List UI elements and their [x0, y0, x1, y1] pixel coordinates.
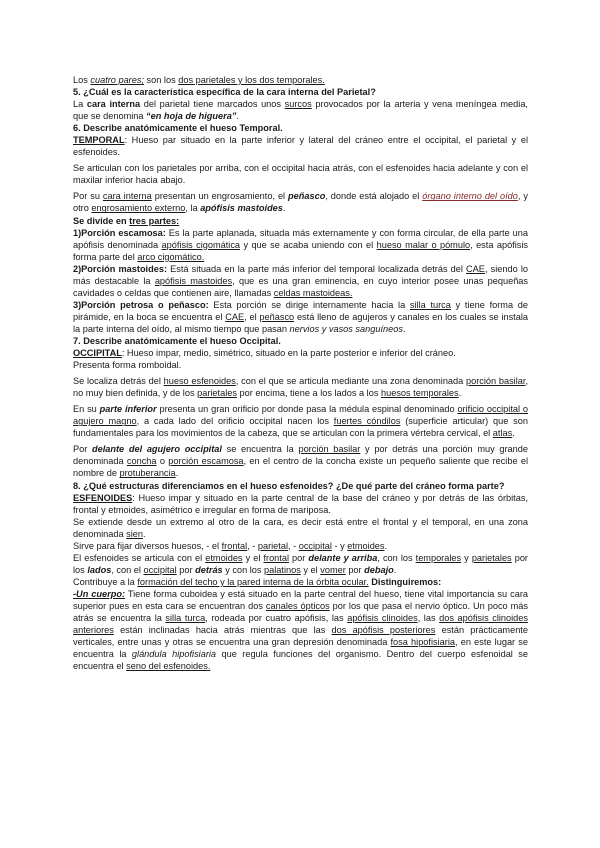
text: , y otro — [73, 191, 528, 214]
question-7: 7. Describe anatómicamente el hueso Occipital. — [73, 335, 281, 346]
text: , - — [247, 540, 258, 551]
text-underlined: fosa hipofisiaria — [390, 637, 455, 648]
temporal-part-1 — [73, 227, 528, 263]
text: . — [142, 528, 146, 539]
text: y con los — [222, 564, 265, 575]
text-underlined: hueso esfenoides — [163, 376, 236, 387]
text: . — [458, 388, 462, 399]
text-bold-italic: debajo — [364, 564, 394, 575]
text-bold-italic: delante del agujero occipital — [92, 444, 222, 455]
text-underlined: cuatro pares; — [90, 75, 144, 85]
text: Se extiende desde un extremo al otro de la cara, es decir está entre el frontal y el temporal, en una zona denominada — [73, 516, 528, 539]
text: o — [156, 456, 169, 467]
text: , donde está alojado el — [325, 191, 423, 202]
text-underlined: apófisis cigomática — [161, 239, 241, 250]
text-underlined: parietal — [257, 540, 288, 551]
text: Esta porción se dirige internamente hacia la — [208, 299, 410, 310]
text-italic: nervios y vasos sanguíneos — [289, 323, 403, 334]
esfenoides-extent — [73, 516, 528, 540]
text-underlined: parietales — [471, 552, 512, 563]
text-bold: 2)Porción mastoides: — [73, 263, 167, 274]
text: , esta apófisis forma parte del — [73, 239, 528, 262]
text: Por su — [73, 191, 103, 202]
term-temporal: TEMPORAL — [73, 135, 125, 146]
text: . — [236, 111, 239, 122]
esfenoides-function — [73, 540, 528, 552]
text: y el — [300, 564, 321, 575]
text: . — [175, 468, 179, 479]
text: están prácticamente verticales, entre unas y otras se encuentra una gran depresión denominada — [73, 625, 528, 648]
text: , que es una gran eminencia, en cuyo interior posee unas pequeñas cavidades o celdas que contienen aire, llamadas — [73, 275, 529, 298]
text: , con los — [377, 552, 416, 563]
document-page — [73, 74, 528, 672]
text-bold-italic: “en hoja de higuera” — [146, 111, 237, 122]
text: y por detrás una porción muy grande denominada — [73, 444, 528, 467]
text-underlined: etmoides — [205, 552, 243, 563]
text: provocados por la arteria y vena meníngea media, que se denomina — [73, 99, 528, 122]
esfenoides-body — [73, 588, 528, 672]
text: que regula funciones del organismo. Dentro del cuerpo esfenoidal se encuentra el — [73, 649, 529, 672]
text: presentan un engrosamiento, el — [151, 191, 289, 202]
text-bold-italic: apófisis mastoides — [200, 203, 283, 214]
text-bold: Distinguiremos: — [368, 576, 442, 587]
text: La — [73, 99, 87, 110]
text: , en este lugar se encuentra la — [73, 637, 529, 660]
text: se encuentra la — [221, 444, 299, 455]
text-underlined: parietales — [197, 388, 237, 399]
text: y que se acaba uniendo con el — [240, 239, 377, 250]
text-underlined: dos apófisis posteriores — [331, 625, 436, 636]
text: Tiene forma cuboidea y está situado en la parte central del hueso, tiene vital importancia su cara superior pues en esta cara se encuentran dos — [73, 588, 528, 611]
text: por los que pasa el nervio óptico. Un poco más atrás se encuentra la — [73, 600, 528, 624]
text: Está situada en la parte más inferior del temporal localizada detrás del — [167, 263, 467, 274]
text-bold-italic: delante y arriba — [308, 552, 378, 563]
text-underlined: CAE — [466, 263, 485, 274]
text: están inclinadas hacia atrás mientras que las — [113, 625, 332, 636]
text-underlined: palatinos — [264, 564, 301, 575]
text-underlined: arco cigomático. — [137, 251, 205, 262]
text-underlined: formación del techo y la pared interna de la órbita ocular. — [137, 576, 369, 587]
temporal-articulations: Se articulan con los parietales por arriba, con el occipital hacia atrás, con el esfenoides hacia adelante y con el maxilar inferior hacia abajo. — [73, 163, 528, 186]
text-underlined: surcos — [284, 99, 312, 110]
text: , con el — [111, 564, 144, 575]
text-underlined: porción basilar — [466, 376, 526, 387]
text: . — [402, 323, 406, 334]
text-underlined: apófisis clinoides — [347, 613, 418, 624]
text-underlined: protuberancia — [119, 468, 176, 479]
text-underlined: vomer — [320, 564, 346, 575]
text-bold-italic: lados — [87, 564, 112, 575]
text-italic: glándula hipofisiaria — [131, 649, 217, 660]
text: - y — [331, 540, 348, 551]
text-underlined: fuertes cóndilos — [333, 416, 401, 427]
text: . — [512, 428, 515, 439]
text: . — [282, 203, 286, 214]
text: Se localiza detrás del — [73, 376, 164, 387]
text: por — [345, 564, 365, 575]
text: del parietal tiene marcados unos — [140, 99, 285, 110]
text: son los — [144, 75, 179, 85]
occipital-shape: Presenta forma romboidal. — [73, 360, 182, 371]
text: : Hueso par situado en la parte inferior y lateral del cráneo entre el occipital, el parietal y el esfenoides. — [73, 135, 528, 158]
occipital-anterior — [73, 443, 528, 479]
text: , no muy bien definida, y de los — [73, 376, 528, 399]
occipital-inferior — [73, 403, 528, 439]
text-underlined: silla turca — [165, 613, 206, 624]
temporal-definition — [73, 134, 528, 158]
text-underlined: engrosamiento externo — [91, 203, 186, 214]
text: Contribuye a la — [73, 576, 138, 587]
text-bold-italic: detrás — [195, 564, 223, 575]
text: : Hueso impar y situado en la parte central de la base del cráneo y por detrás de las órbitas, frontal y etmoides, asimétrico e irregular en forma de mariposa. — [73, 492, 528, 515]
term-esfenoides: ESFENOIDES — [73, 492, 133, 503]
text-underlined: apófisis mastoides — [154, 275, 233, 286]
text: En su — [73, 404, 100, 415]
text-underlined: frontal — [263, 552, 289, 563]
question-8: 8. ¿Qué estructuras diferenciamos en el hueso esfenoides? ¿De qué parte del cráneo forma parte? — [73, 480, 505, 491]
text-underlined: frontal — [221, 540, 248, 551]
text-underlined: sien — [126, 528, 143, 539]
text-underlined: seno del esfenoides. — [126, 661, 211, 672]
text: , rodeada por cuatro apófisis, las — [205, 613, 348, 624]
text-underlined: occipital — [298, 540, 332, 551]
text: , a cada lado del orificio occipital nacen los — [136, 416, 334, 427]
text: : Hueso impar, medio, simétrico, situado en la parte posterior e inferior del cráneo. — [121, 348, 456, 359]
text: Por — [73, 444, 92, 455]
text: está lleno de agujeros y canales en los cuales se instala la parte interna del oído, al mismo tiempo que pasan — [73, 311, 528, 334]
text-underlined: CAE — [225, 311, 245, 322]
question-6: 6. Describe anatómicamente el hueso Temporal. — [73, 123, 283, 134]
text: , con el que se articula mediante una zona denominada — [235, 376, 466, 387]
text-underlined: huesos temporales — [380, 388, 459, 399]
text-underlined: porción basilar — [298, 444, 361, 455]
text-underlined: temporales — [415, 552, 462, 563]
text: El esfenoides se articula con el — [73, 552, 206, 563]
text-underlined: etmoides — [347, 540, 385, 551]
text: Los — [73, 75, 91, 85]
text-underlined: cara interna — [102, 191, 152, 202]
text-underlined: -Un cuerpo: — [73, 588, 126, 599]
temporal-part-2 — [73, 263, 528, 299]
temporal-part-3 — [73, 299, 528, 335]
occipital-location — [73, 375, 528, 399]
text: . — [393, 564, 397, 575]
text: por — [176, 564, 196, 575]
text: Se divide en — [73, 215, 130, 226]
text-underlined: occipital — [143, 564, 177, 575]
intro-line — [73, 74, 528, 86]
text: (superficie articular) que son fundamentales para los movimientos de la cabeza, que se articulan con la primera vértebra cervical, el — [73, 416, 528, 439]
answer-5 — [73, 98, 528, 122]
text: por — [289, 552, 309, 563]
text: y tiene forma de pirámide, en la boca se encuentra el — [73, 299, 529, 322]
term-occipital: OCCIPITAL — [73, 348, 122, 359]
text: por los — [73, 552, 528, 575]
text-bold: 1)Porción escamosa: — [73, 227, 166, 238]
text: , siendo lo más destacable la — [73, 263, 528, 286]
text-underlined: canales ópticos — [265, 600, 330, 611]
text-underlined: hueso malar o pómulo — [376, 239, 471, 250]
text: , el — [244, 311, 260, 322]
text: Sirve para fijar diversos huesos, - el — [73, 540, 222, 551]
text: , la — [185, 203, 201, 214]
text-bold: 3)Porción petrosa o peñasco: — [73, 299, 209, 310]
text-underlined: celdas mastoideas. — [273, 287, 353, 298]
text-underlined: órgano interno del oído — [422, 191, 518, 202]
text: por encima, tiene a los lados a los — [236, 388, 381, 399]
text-underlined: tres partes: — [129, 215, 180, 226]
text-underlined: orificio occipital o agujero magno — [73, 404, 528, 427]
text: Es la parte aplanada, situada más externamente y con forma circular, de ella parte una apófisis denominada — [73, 227, 528, 250]
text-bold-italic: parte inferior — [99, 404, 157, 415]
esfenoides-orbit — [73, 576, 528, 588]
temporal-internal-face — [73, 190, 528, 214]
text: presenta un gran orificio por donde pasa la médula espinal denominado — [156, 404, 458, 415]
text-bold: cara interna — [86, 99, 141, 110]
text: . — [384, 540, 388, 551]
text-underlined: atlas — [492, 428, 513, 439]
text: , las — [417, 613, 440, 624]
text: y el — [242, 552, 264, 563]
text-underlined: concha — [126, 456, 157, 467]
text-underlined: dos apófisis clinoides anteriores — [73, 613, 528, 636]
text: , - — [288, 540, 299, 551]
temporal-parts-heading — [73, 215, 528, 227]
esfenoides-definition — [73, 492, 528, 516]
esfenoides-articulations — [73, 552, 528, 576]
text-underlined: porción escamosa — [168, 456, 244, 467]
text: , en el centro de la concha existe un pequeño saliente que recibe el nombre de — [73, 456, 529, 479]
text-bold-italic: peñasco — [288, 191, 326, 202]
occipital-definition — [73, 347, 528, 359]
text-underlined: silla turca — [409, 299, 451, 310]
text-underlined: peñasco — [259, 311, 295, 322]
text: y — [461, 552, 472, 563]
text-underlined: dos parietales y los dos temporales. — [178, 75, 325, 85]
question-5: 5. ¿Cuál es la característica específica de la cara interna del Parietal? — [73, 87, 376, 98]
